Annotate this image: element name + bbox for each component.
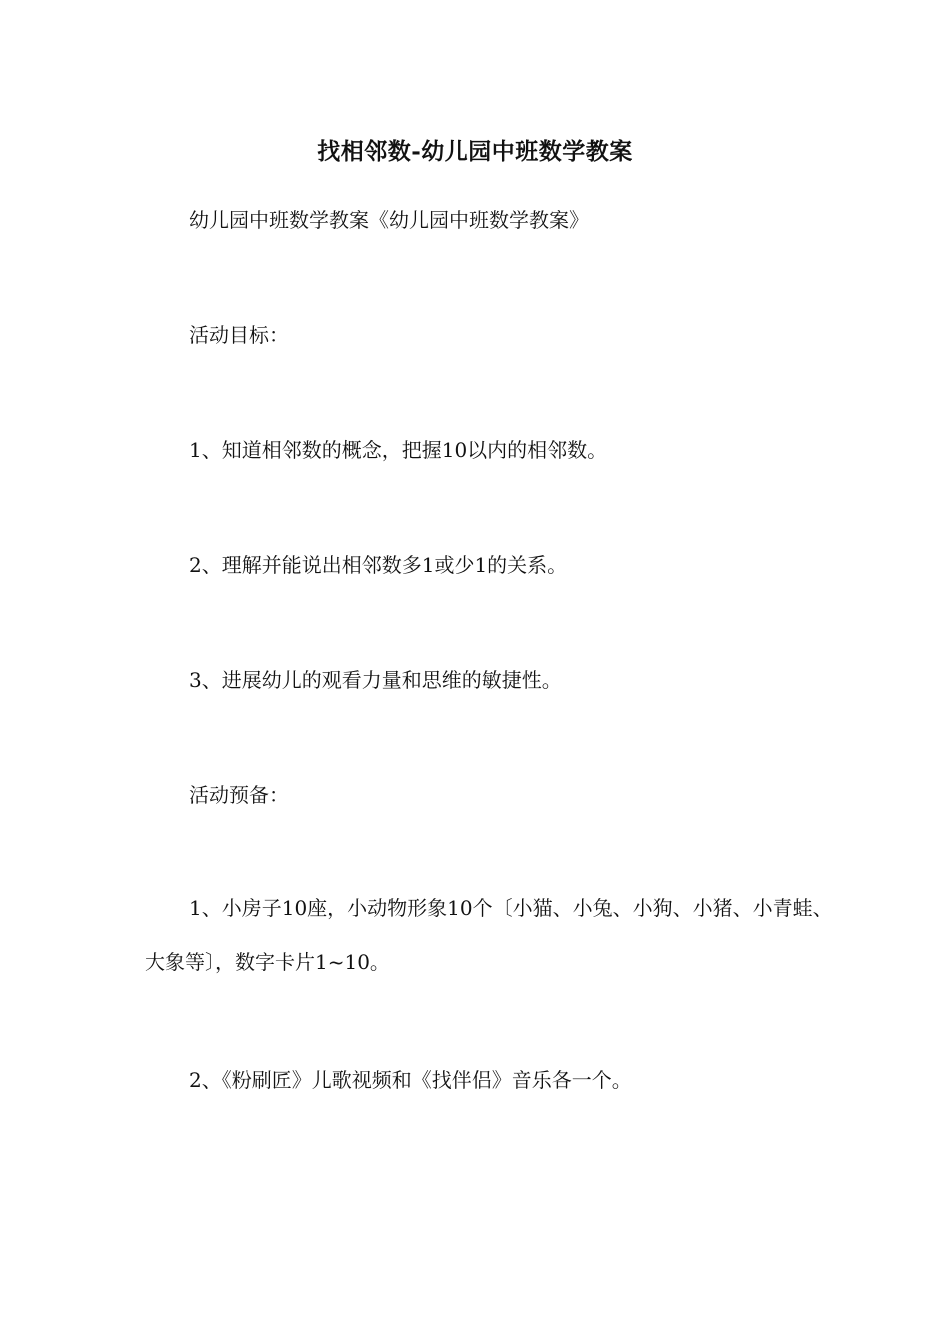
document-title: 找相邻数-幼儿园中班数学教案	[317, 138, 633, 165]
paragraph-goal-1: 1、知道相邻数的概念，把握10以内的相邻数。	[189, 438, 608, 462]
paragraph-preparation-2: 2、《粉刷匠》儿歌视频和《找伴侣》音乐各一个。	[189, 1068, 632, 1092]
paragraph-goal-3: 3、进展幼儿的观看力量和思维的敏捷性。	[189, 668, 562, 692]
paragraph-goal-2: 2、理解并能说出相邻数多1或少1的关系。	[189, 553, 568, 577]
paragraph-subtitle: 幼儿园中班数学教案《幼儿园中班数学教案》	[189, 208, 589, 232]
paragraph-heading-preparation: 活动预备：	[189, 783, 289, 807]
paragraph-preparation-1: 1、小房子10座，小动物形象10个〔小猫、小兔、小狗、小猪、小青蛙、大象等〕，数字卡片1~10。	[145, 896, 833, 974]
paragraph-heading-goals: 活动目标：	[189, 323, 289, 347]
